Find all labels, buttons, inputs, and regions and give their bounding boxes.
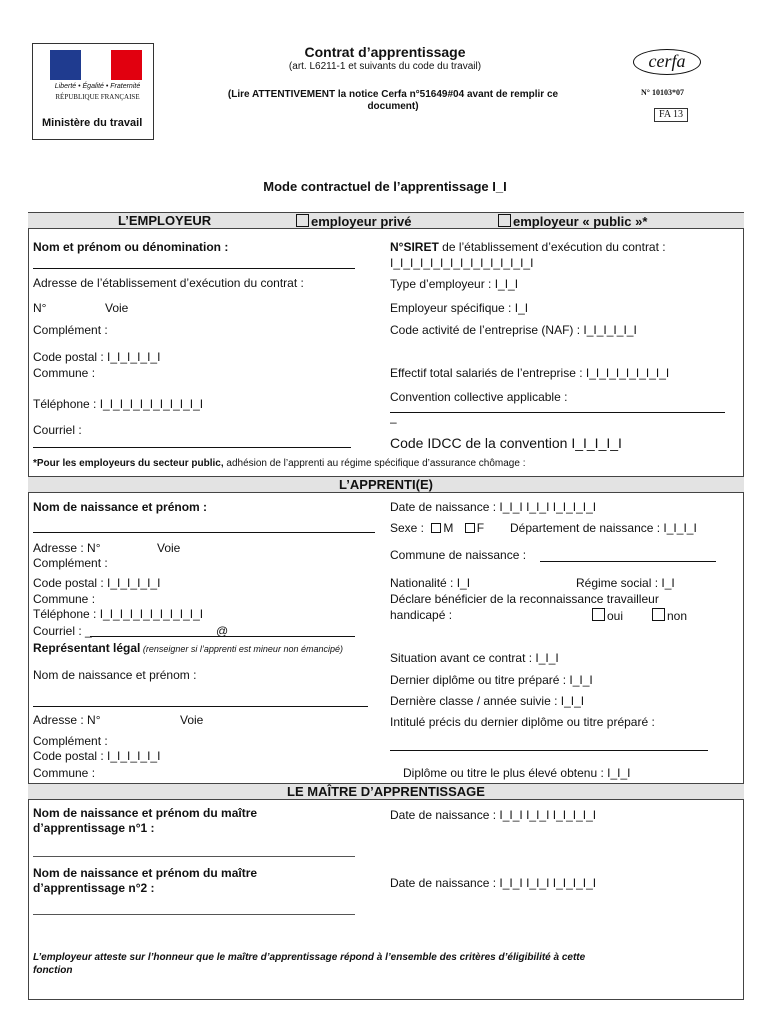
handicap-label-1: Déclare bénéficier de la reconnaissance travailleur — [390, 592, 659, 606]
apprentice-address-label: Adresse : N° — [33, 541, 101, 555]
apprentice-street-label: Voie — [157, 541, 181, 555]
apprentice-name-field[interactable] — [33, 532, 375, 533]
legal-rep-postal-field[interactable]: Code postal : I_I_I_I_I_I — [33, 749, 161, 763]
master1-label-1: Nom de naissance et prénom du maître — [33, 806, 258, 820]
legal-rep-note: (renseigner si l’apprenti est mineur non émancipé) — [140, 644, 343, 654]
nationality-field[interactable]: Nationalité : I_I — [390, 576, 471, 590]
employer-email-field[interactable] — [33, 447, 351, 448]
birth-department-field[interactable]: Département de naissance : I_I_I_I — [510, 521, 697, 535]
master1-label-2: d’apprentissage n°1 : — [33, 821, 155, 835]
apprentice-dob-field[interactable]: Date de naissance : I_I_I I_I_I I_I_I_I_I — [390, 500, 597, 514]
legal-rep-name-field[interactable] — [33, 706, 368, 707]
public-note-bold: *Pour les employeurs du secteur public, — [33, 458, 224, 469]
employer-street-label: Voie — [105, 301, 129, 315]
public-sector-note — [33, 458, 525, 469]
handicap-yes-checkbox[interactable] — [592, 608, 623, 623]
sex-field — [390, 521, 484, 535]
master-section-header: LE MAÎTRE D’APPRENTISSAGE — [28, 783, 744, 800]
private-employer-label: employeur privé — [311, 214, 412, 229]
naf-code-field[interactable]: Code activité de l’entreprise (NAF) : I_I_I_I_I_I — [390, 323, 637, 337]
legal-rep-label: Représentant légal — [33, 641, 141, 655]
master2-label-1: Nom de naissance et prénom du maître — [33, 866, 258, 880]
siret-label-rest: de l’établissement d’exécution du contrat : — [438, 240, 666, 254]
employer-type-field[interactable]: Type d’employeur : I_I_I — [390, 277, 519, 291]
private-employer-checkbox[interactable] — [296, 214, 411, 229]
sex-m-label: M — [443, 521, 454, 535]
employer-name-field[interactable] — [33, 268, 355, 269]
handicap-no-label: non — [667, 609, 688, 623]
email-at-sign: @ — [216, 624, 229, 638]
diploma-title-field[interactable] — [390, 750, 708, 751]
social-regime-field[interactable]: Régime social : I_I — [576, 576, 675, 590]
attestation-text: L’employeur atteste sur l’honneur que le maître d’apprentissage répond à l’ensemble des critères d’éligibilité à cette — [33, 952, 586, 963]
sex-f-label: F — [476, 521, 485, 535]
employer-number-label: N° — [33, 301, 47, 315]
idcc-field[interactable]: Code IDCC de la convention I_I_I_I_I — [390, 435, 622, 451]
master2-name-field[interactable] — [33, 914, 355, 915]
cerfa-logo: cerfa — [633, 49, 701, 75]
legal-rep-complement-label: Complément : — [33, 734, 108, 748]
page-title: Contrat d’apprentissage — [304, 44, 466, 60]
convention-label: Convention collective applicable : — [390, 390, 568, 404]
marianne-logo — [50, 50, 142, 80]
specific-employer-field[interactable]: Employeur spécifique : I_I — [390, 301, 529, 315]
legal-rep-street-label: Voie — [180, 713, 204, 727]
apprentice-name-label: Nom de naissance et prénom : — [33, 500, 208, 514]
apprentice-email-label: Courriel : _ — [33, 624, 92, 638]
employer-email-label: Courriel : — [33, 423, 82, 437]
legal-rep-heading — [33, 643, 353, 655]
legal-rep-address-label: Adresse : N° — [33, 713, 101, 727]
employer-complement-label: Complément : — [33, 323, 108, 337]
ministry-name: Ministère du travail — [42, 117, 143, 129]
last-class-field[interactable]: Dernière classe / année suivie : I_I_I — [390, 694, 585, 708]
master1-name-field[interactable] — [33, 856, 355, 857]
employer-section-header — [28, 212, 744, 229]
sex-m-checkbox[interactable] — [431, 523, 441, 533]
prior-situation-field[interactable]: Situation avant ce contrat : I_I_I — [390, 651, 559, 665]
employer-heading: L’EMPLOYEUR — [118, 213, 212, 228]
apprentice-phone-field[interactable]: Téléphone : I_I_I_I_I_I_I_I_I_I_I — [33, 607, 204, 621]
employer-phone-field[interactable]: Téléphone : I_I_I_I_I_I_I_I_I_I_I — [33, 397, 204, 411]
notice-line-2: document) — [367, 101, 419, 112]
apprentice-section-header: L’APPRENTI(E) — [28, 476, 744, 493]
contract-mode: Mode contractuel de l’apprentissage I_I — [263, 179, 507, 194]
form-code: FA 13 — [654, 108, 688, 122]
siret-field[interactable]: I_I_I_I_I_I_I_I_I_I_I_I_I_I_I — [390, 256, 534, 270]
siret-label: N°SIRET — [390, 240, 439, 254]
diploma-title-label: Intitulé précis du dernier diplôme ou titre préparé : — [390, 715, 655, 729]
employer-name-label: Nom et prénom ou dénomination : — [33, 240, 229, 254]
birth-town-label: Commune de naissance : — [390, 548, 527, 562]
legal-rep-name-label: Nom de naissance et prénom : — [33, 668, 197, 682]
master2-dob-field[interactable]: Date de naissance : I_I_I I_I_I I_I_I_I_I — [390, 876, 597, 890]
public-employer-label: employeur « public »* — [513, 214, 648, 229]
master1-dob-field[interactable]: Date de naissance : I_I_I I_I_I I_I_I_I_I — [390, 808, 597, 822]
page-subtitle: (art. L6211-1 et suivants du code du travail) — [288, 61, 482, 72]
apprentice-complement-label: Complément : — [33, 556, 108, 570]
cerfa-number: N° 10103*07 — [641, 88, 684, 97]
attestation-line-1 — [33, 952, 733, 963]
headcount-field[interactable]: Effectif total salariés de l’entreprise : I_I_I_I_I_I_I_I_I — [390, 366, 670, 380]
public-note-text: adhésion de l’apprenti au régime spécifique d’assurance chômage : — [223, 458, 526, 469]
convention-dash: – — [390, 415, 397, 429]
master2-label-2: d’apprentissage n°2 : — [33, 881, 155, 895]
birth-town-field[interactable] — [540, 561, 716, 562]
apprentice-commune-label: Commune : — [33, 592, 96, 606]
sex-label: Sexe : — [390, 521, 425, 535]
handicap-label-2: handicapé : — [390, 608, 453, 622]
logo-republic: RÉPUBLIQUE FRANÇAISE — [55, 93, 140, 101]
handicap-yes-label: oui — [607, 609, 624, 623]
last-diploma-field[interactable]: Dernier diplôme ou titre préparé : I_I_I — [390, 673, 593, 687]
attestation-line-2: fonction — [33, 965, 73, 976]
sex-f-checkbox[interactable] — [465, 523, 475, 533]
apprentice-postal-field[interactable]: Code postal : I_I_I_I_I_I — [33, 576, 161, 590]
handicap-no-checkbox[interactable] — [652, 608, 687, 623]
convention-field[interactable] — [390, 412, 725, 413]
logo-motto: Liberté • Égalité • Fraternité — [54, 83, 141, 90]
employer-commune-label: Commune : — [33, 366, 96, 380]
public-employer-checkbox[interactable] — [498, 214, 647, 229]
employer-postal-field[interactable]: Code postal : I_I_I_I_I_I — [33, 350, 161, 364]
employer-address-label: Adresse de l’établissement d’exécution du contrat : — [33, 276, 304, 290]
highest-diploma-field[interactable]: Diplôme ou titre le plus élevé obtenu : I_I_I — [403, 766, 631, 780]
notice-line-1: (Lire ATTENTIVEMENT la notice Cerfa n°51649#04 avant de remplir ce — [227, 89, 559, 100]
legal-rep-commune-label: Commune : — [33, 766, 96, 780]
